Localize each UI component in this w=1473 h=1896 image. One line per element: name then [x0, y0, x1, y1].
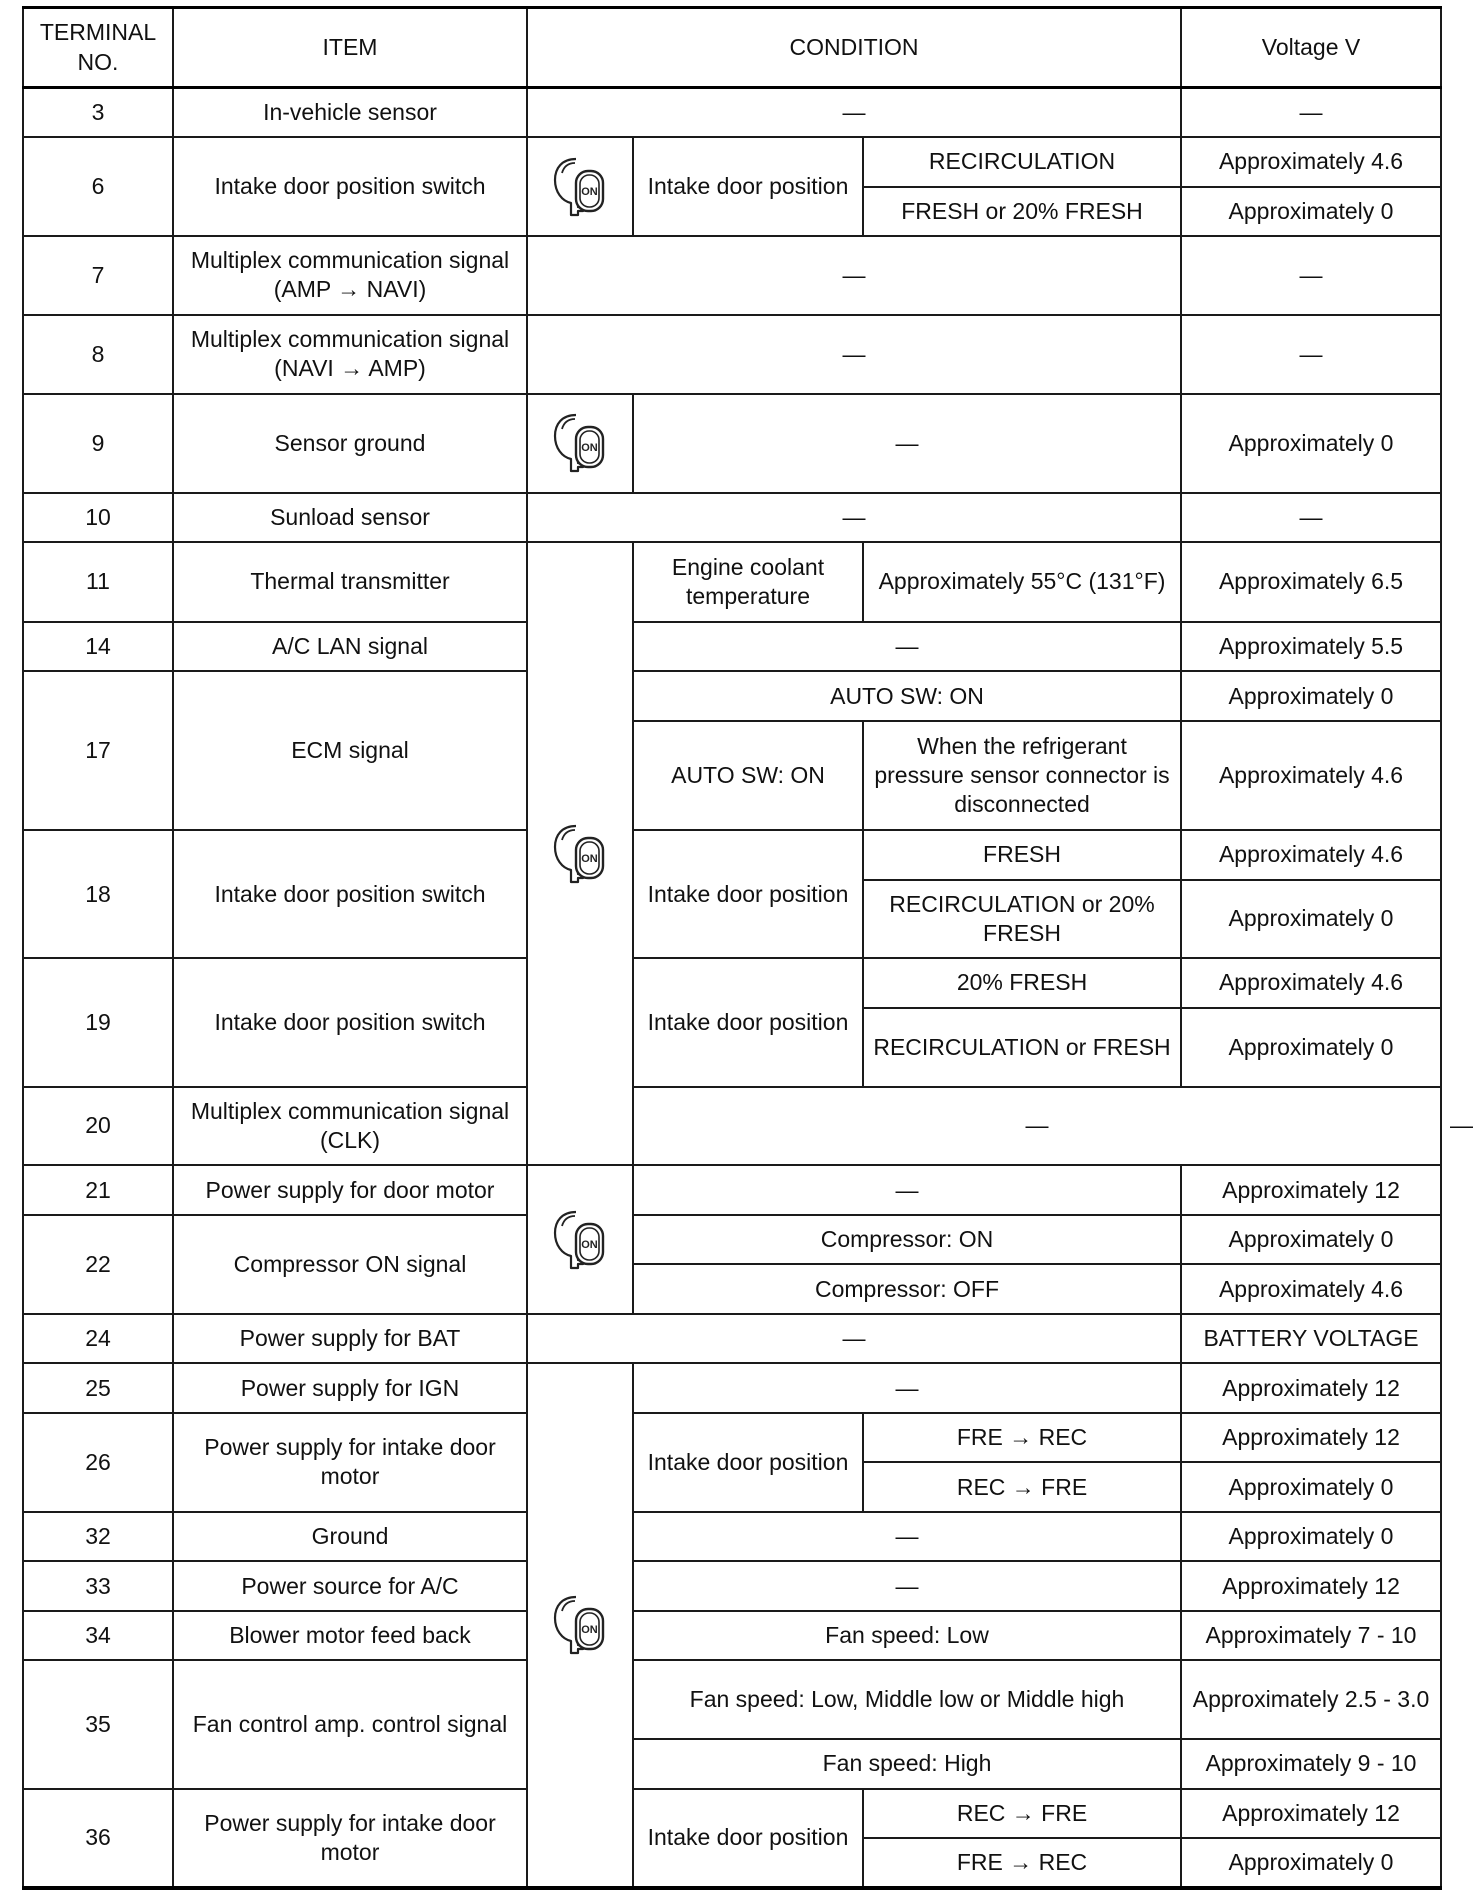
voltage: Approximately 4.6 — [1181, 958, 1441, 1008]
header-row — [23, 8, 1441, 88]
voltage: Approximately 0 — [1181, 1008, 1441, 1087]
terminal-no: 19 — [23, 958, 173, 1086]
ignition-key-on-icon — [527, 137, 633, 236]
key-on-label: ON — [581, 1624, 598, 1637]
table-row — [23, 236, 1441, 315]
item: Intake door position switch — [173, 137, 527, 236]
condition-value: RECIRCULATION or 20% FRESH — [863, 880, 1181, 959]
voltage: Approximately 6.5 — [1181, 542, 1441, 622]
condition: Fan speed: High — [633, 1739, 1181, 1789]
terminal-no: 25 — [23, 1363, 173, 1413]
condition-value: REC → FRE — [863, 1789, 1181, 1839]
item: In-vehicle sensor — [173, 88, 527, 138]
item: Fan control amp. control signal — [173, 1660, 527, 1788]
terminal-no: 9 — [23, 394, 173, 493]
condition: — — [527, 493, 1181, 543]
item: Power supply for intake door motor — [173, 1413, 527, 1512]
terminal-no: 3 — [23, 88, 173, 138]
condition: AUTO SW: ON — [633, 671, 1181, 721]
key-on-label: ON — [581, 852, 598, 865]
item: Thermal transmitter — [173, 542, 527, 622]
item: Power source for A/C — [173, 1561, 527, 1611]
terminal-no: 35 — [23, 1660, 173, 1788]
terminal-no: 7 — [23, 236, 173, 315]
terminal-no: 6 — [23, 137, 173, 236]
ignition-key-on-icon — [527, 394, 633, 493]
terminal-no: 10 — [23, 493, 173, 543]
table-row — [23, 1561, 1441, 1611]
voltage: Approximately 9 - 10 — [1181, 1739, 1441, 1789]
table-row — [23, 622, 1441, 672]
table-row — [23, 1215, 1441, 1265]
voltage: — — [1181, 315, 1441, 394]
condition-value: RECIRCULATION or FRESH — [863, 1008, 1181, 1087]
condition-value: 20% FRESH — [863, 958, 1181, 1008]
header-terminal-no: TERMINAL NO. — [23, 8, 173, 88]
condition: — — [633, 1165, 1181, 1215]
terminal-no: 32 — [23, 1512, 173, 1562]
item: Sunload sensor — [173, 493, 527, 543]
terminal-voltage-table — [22, 6, 1473, 1890]
condition: Fan speed: Low, Middle low or Middle high — [633, 1660, 1181, 1739]
table-row — [23, 88, 1441, 138]
voltage: — — [1181, 236, 1441, 315]
condition: — — [633, 622, 1181, 672]
table-row — [23, 1789, 1441, 1839]
condition: — — [633, 1512, 1181, 1562]
condition-label: Intake door position — [633, 958, 863, 1086]
table-row — [23, 493, 1441, 543]
voltage: — — [1181, 88, 1441, 138]
terminal-no: 36 — [23, 1789, 173, 1888]
condition-value: FRE → REC — [863, 1838, 1181, 1888]
table-row: 20 Multiplex communication signal (CLK) — — — [23, 1087, 1441, 1166]
condition-label: Intake door position — [633, 137, 863, 236]
condition-label: Engine coolant temperature — [633, 542, 863, 622]
table-row — [23, 542, 1441, 622]
voltage: Approximately 0 — [1181, 187, 1441, 237]
terminal-no: 17 — [23, 671, 173, 830]
key-on-label: ON — [581, 442, 598, 455]
table-row — [23, 1165, 1441, 1215]
voltage: Approximately 0 — [1181, 880, 1441, 959]
condition-value: FRESH or 20% FRESH — [863, 187, 1181, 237]
table-row — [23, 1512, 1441, 1562]
terminal-no: 11 — [23, 542, 173, 622]
terminal-no: 34 — [23, 1611, 173, 1661]
table-row — [23, 1363, 1441, 1413]
voltage: Approximately 0 — [1181, 1838, 1441, 1888]
condition: — — [527, 236, 1181, 315]
voltage: Approximately 12 — [1181, 1561, 1441, 1611]
condition-value: REC → FRE — [863, 1462, 1181, 1512]
condition: — — [633, 1561, 1181, 1611]
item: A/C LAN signal — [173, 622, 527, 672]
table-row — [23, 1413, 1441, 1463]
voltage: — — [1181, 493, 1441, 543]
condition-value: FRESH — [863, 830, 1181, 880]
item: Compressor ON signal — [173, 1215, 527, 1314]
voltage: Approximately 0 — [1181, 1512, 1441, 1562]
item: Ground — [173, 1512, 527, 1562]
condition-label: Intake door position — [633, 1789, 863, 1888]
table-row — [23, 1314, 1441, 1364]
condition-value: When the refrigerant pressure sensor connector is disconnected — [863, 721, 1181, 830]
voltage: BATTERY VOLTAGE — [1181, 1314, 1441, 1364]
condition: — — [633, 1363, 1181, 1413]
item: Power supply for BAT — [173, 1314, 527, 1364]
table-row — [23, 315, 1441, 394]
terminal-no: 26 — [23, 1413, 173, 1512]
header-voltage: Voltage V — [1181, 8, 1441, 88]
voltage: Approximately 4.6 — [1181, 830, 1441, 880]
voltage: Approximately 4.6 — [1181, 1264, 1441, 1314]
ignition-key-on-icon — [527, 1165, 633, 1314]
condition-label: Intake door position — [633, 1413, 863, 1512]
table-row — [23, 137, 1441, 187]
voltage: Approximately 12 — [1181, 1789, 1441, 1839]
voltage: Approximately 7 - 10 — [1181, 1611, 1441, 1661]
item: Intake door position switch — [173, 830, 527, 958]
condition: — — [633, 1087, 1441, 1166]
table-row — [23, 671, 1441, 721]
ignition-key-on-icon — [527, 542, 633, 1165]
terminal-no: 24 — [23, 1314, 173, 1364]
condition: — — [527, 1314, 1181, 1364]
voltage: Approximately 5.5 — [1181, 622, 1441, 672]
terminal-no: 20 — [23, 1087, 173, 1166]
condition: — — [527, 88, 1181, 138]
item: Power supply for intake door motor — [173, 1789, 527, 1888]
table-row — [23, 1611, 1441, 1661]
terminal-no: 18 — [23, 830, 173, 958]
table-row — [23, 830, 1441, 880]
key-on-label: ON — [581, 1238, 598, 1251]
table-row — [23, 1660, 1441, 1739]
item: Power supply for IGN — [173, 1363, 527, 1413]
condition-value: RECIRCULATION — [863, 137, 1181, 187]
voltage: Approximately 4.6 — [1181, 721, 1441, 830]
condition: — — [633, 394, 1181, 493]
condition: — — [527, 315, 1181, 394]
item: ECM signal — [173, 671, 527, 830]
item: Power supply for door motor — [173, 1165, 527, 1215]
voltage: Approximately 0 — [1181, 394, 1441, 493]
condition-value: FRE → REC — [863, 1413, 1181, 1463]
item: Sensor ground — [173, 394, 527, 493]
condition: Compressor: OFF — [633, 1264, 1181, 1314]
terminal-no: 22 — [23, 1215, 173, 1314]
item: Intake door position switch — [173, 958, 527, 1086]
terminal-no: 33 — [23, 1561, 173, 1611]
item: Multiplex communication signal (NAVI → AMP) — [173, 315, 527, 394]
voltage: Approximately 12 — [1181, 1363, 1441, 1413]
header-item: ITEM — [173, 8, 527, 88]
item: Multiplex communication signal (CLK) — [173, 1087, 527, 1166]
voltage: Approximately 0 — [1181, 671, 1441, 721]
item: Blower motor feed back — [173, 1611, 527, 1661]
terminal-no: 14 — [23, 622, 173, 672]
voltage: Approximately 0 — [1181, 1215, 1441, 1265]
table-row — [23, 394, 1441, 493]
condition-label: Intake door position — [633, 830, 863, 958]
key-on-label: ON — [581, 185, 598, 198]
item: Multiplex communication signal (AMP → NAVI) — [173, 236, 527, 315]
terminal-no: 8 — [23, 315, 173, 394]
voltage: Approximately 12 — [1181, 1165, 1441, 1215]
condition: Fan speed: Low — [633, 1611, 1181, 1661]
ignition-key-on-icon — [527, 1363, 633, 1888]
terminal-no: 21 — [23, 1165, 173, 1215]
voltage: Approximately 12 — [1181, 1413, 1441, 1463]
voltage: Approximately 4.6 — [1181, 137, 1441, 187]
condition-value: Approximately 55°C (131°F) — [863, 542, 1181, 622]
voltage: Approximately 2.5 - 3.0 — [1181, 1660, 1441, 1739]
table-row — [23, 958, 1441, 1008]
condition-label: AUTO SW: ON — [633, 721, 863, 830]
condition: Compressor: ON — [633, 1215, 1181, 1265]
voltage: Approximately 0 — [1181, 1462, 1441, 1512]
header-condition: CONDITION — [527, 8, 1181, 88]
